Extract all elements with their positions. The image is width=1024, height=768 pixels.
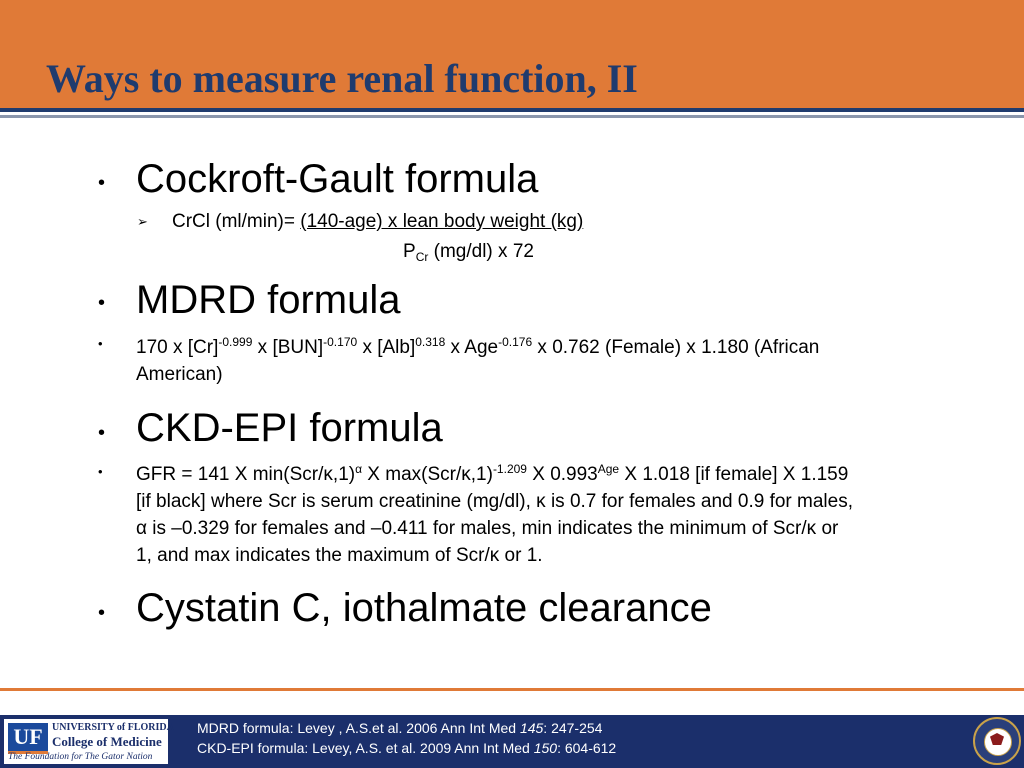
bullet-icon: • (98, 292, 106, 314)
slide-header (0, 0, 1024, 108)
ckd-exp: α (355, 462, 363, 476)
mdrd-term: x [BUN] (252, 337, 324, 358)
denominator-p: P (403, 241, 416, 262)
ckd-exp: -1.209 (492, 462, 527, 476)
mdrd-formula-line1 (136, 334, 996, 361)
mdrd-term: 170 x [Cr] (136, 337, 219, 358)
ckd-exp: Age (597, 462, 620, 476)
ref-text: MDRD formula: Levey , A.S.et al. 2006 Ann Int Med (197, 720, 520, 736)
bullet-icon: • (98, 422, 106, 444)
ckd-epi-formula (136, 461, 1006, 569)
ref-volume: 145 (519, 720, 544, 736)
bullet-cystatin-c: Cystatin C, iothalmate clearance (136, 586, 712, 630)
slide-footer (0, 715, 1024, 768)
mdrd-exp: -0.999 (218, 335, 253, 349)
crcl-denominator (403, 238, 534, 265)
mdrd-term: x 0.762 (Female) x 1.180 (African (532, 337, 820, 358)
arrow-bullet-icon: ➢ (137, 214, 148, 229)
ref-volume: 150 (533, 740, 558, 756)
denominator-sub: Cr (415, 250, 429, 264)
crcl-prefix: CrCl (ml/min)= (172, 211, 295, 232)
uf-logo-icon: UF (8, 723, 48, 754)
bullet-mdrd: MDRD formula (136, 278, 401, 322)
ckd-formula-line4: 1, and max indicates the maximum of Scr/κ or 1. (136, 545, 543, 566)
bullet-ckd-epi: CKD-EPI formula (136, 406, 443, 450)
bullet-icon: • (98, 172, 106, 194)
denominator-rest: (mg/dl) x 72 (433, 241, 534, 262)
va-seal-icon (973, 717, 1021, 765)
ckd-formula-line1 (136, 461, 1006, 488)
mdrd-formula (136, 334, 996, 388)
ref-text: CKD-EPI formula: Levey, A.S. et al. 2009 Ann Int Med (197, 740, 534, 756)
mdrd-term: x [Alb] (357, 337, 416, 358)
mdrd-term: x Age (445, 337, 499, 358)
crcl-numerator: (140-age) x lean body weight (kg) (300, 211, 584, 232)
mdrd-exp: -0.176 (498, 335, 533, 349)
mdrd-formula-line2: American) (136, 364, 223, 385)
slide-title: Ways to measure renal function, II (46, 56, 638, 101)
header-rule-gray (0, 115, 1024, 118)
footer-rule (0, 688, 1024, 691)
footer-references (197, 718, 616, 758)
ckd-term: X 1.018 [if female] X 1.159 (619, 464, 849, 485)
ref-pages: : 604-612 (557, 740, 617, 756)
reference-ckd-epi (197, 738, 616, 758)
ckd-formula-line2: [if black] where Scr is serum creatinine (mg/dl), κ is 0.7 for females and 0.9 for males, (136, 491, 853, 512)
ref-pages: : 247-254 (543, 720, 603, 736)
small-bullet-icon: • (98, 464, 103, 479)
mdrd-exp: 0.318 (415, 335, 446, 349)
ckd-term: X 0.993 (526, 464, 598, 485)
bullet-cockroft-gault: Cockroft-Gault formula (136, 157, 539, 201)
uf-college-of-medicine-logo (4, 719, 174, 764)
crcl-formula-line (172, 208, 583, 235)
reference-mdrd (197, 718, 616, 738)
small-bullet-icon: • (98, 336, 103, 351)
mdrd-exp: -0.170 (323, 335, 358, 349)
ckd-term: X max(Scr/κ,1) (362, 464, 493, 485)
logo-college: College of Medicine (52, 734, 162, 749)
bullet-icon: • (98, 602, 106, 624)
ckd-formula-line3: α is –0.329 for females and –0.411 for males, min indicates the minimum of Scr/κ or (136, 518, 839, 539)
ckd-term: GFR = 141 X min(Scr/κ,1) (136, 464, 356, 485)
logo-university: UNIVERSITY of FLORIDA (52, 722, 174, 733)
logo-tagline: The Foundation for The Gator Nation (8, 752, 153, 762)
